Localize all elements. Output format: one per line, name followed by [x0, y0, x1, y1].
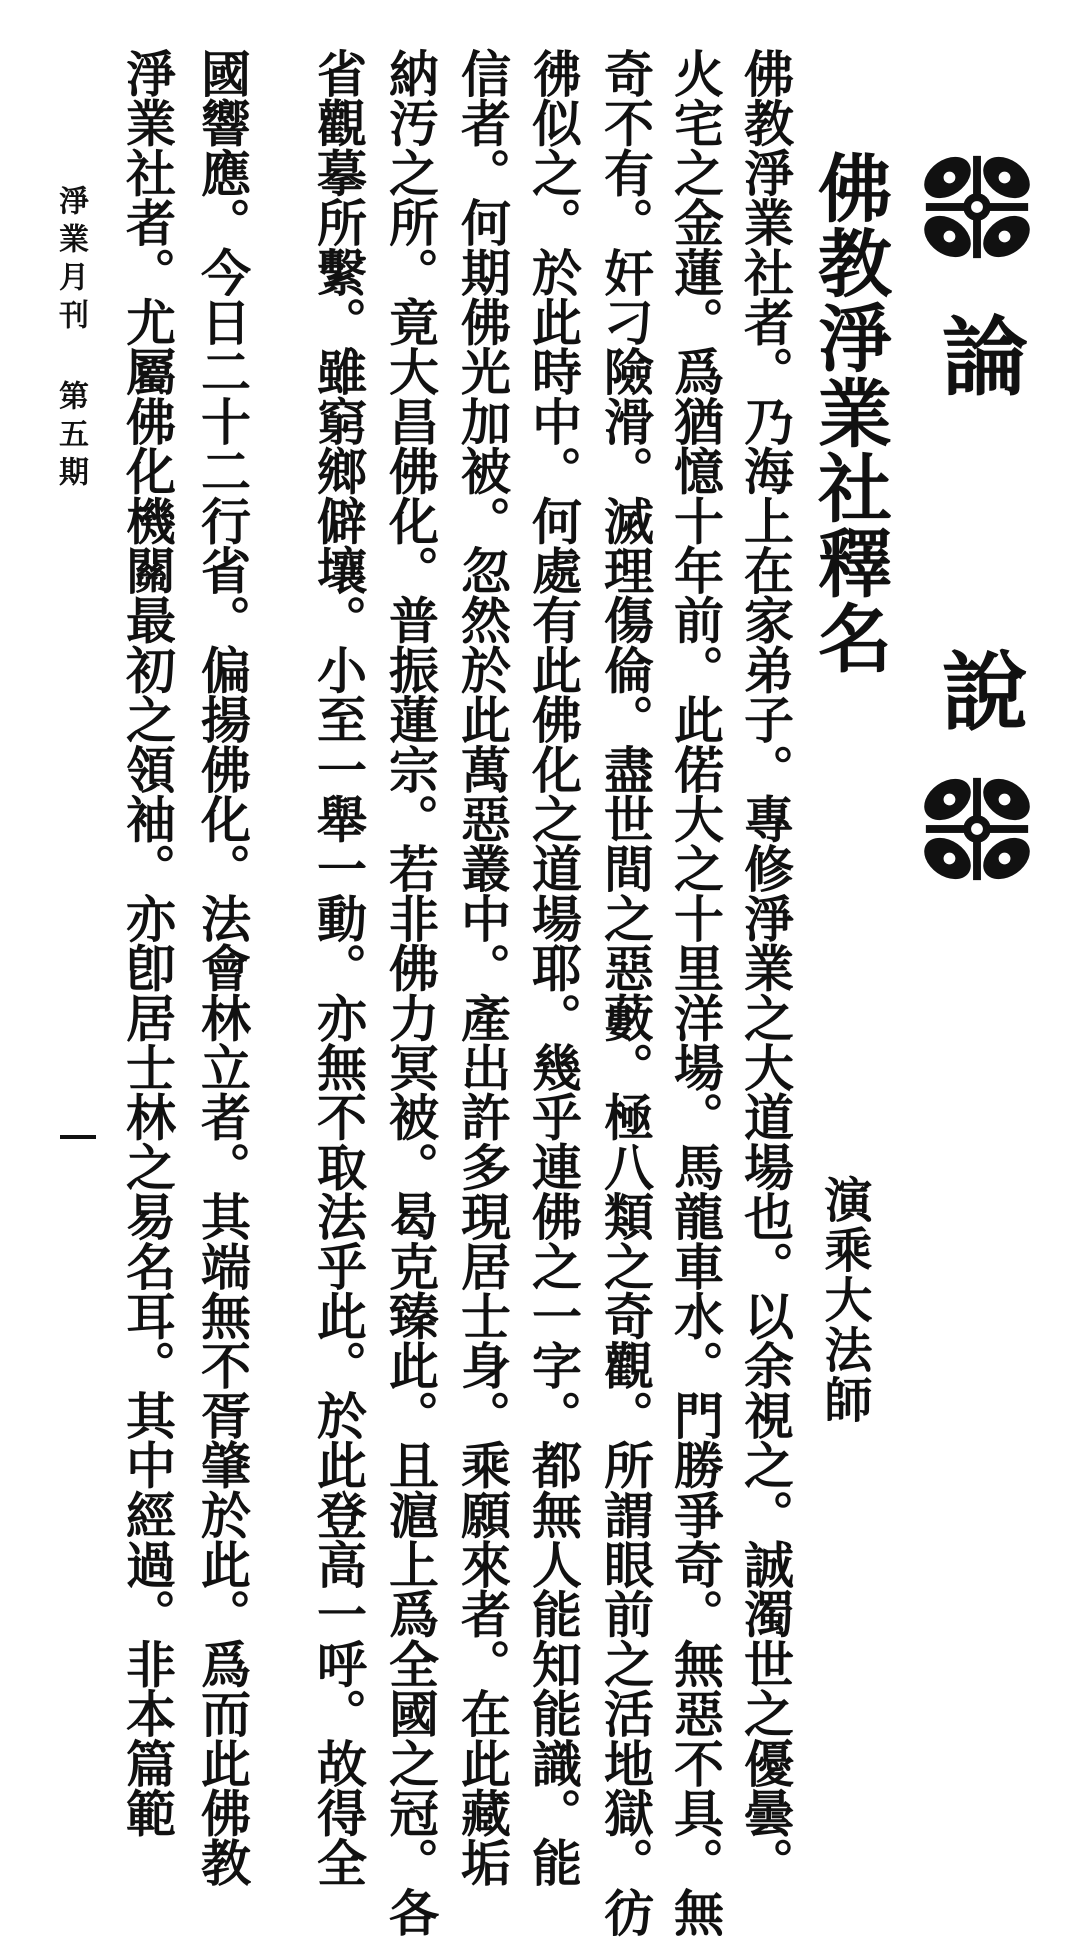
body-column: 佛教淨業社者。乃海上在家弟子。專修淨業之大道場也。以余視之。誠濁世之優曇。: [736, 48, 795, 1887]
page-number: [60, 1135, 96, 1139]
floral-ornament-icon: [918, 148, 1036, 266]
body-column: 奇不有。奸刁險滑。滅理傷倫。盡世間之惡藪。極八類之奇觀。所謂眼前之活地獄。彷: [596, 48, 655, 1937]
section-heading-char-2: 說: [942, 642, 1028, 743]
body-column: 淨業社者。尤屬佛化機關最初之領袖。亦卽居士林之易名耳。其中經過。非本篇範: [118, 48, 177, 1838]
floral-ornament-icon: [918, 770, 1036, 888]
article-title: 佛教淨業社釋名: [806, 150, 892, 675]
article-author: 演乘大法師: [816, 1175, 872, 1425]
body-column: 國響應。今日二十二行省。偏揚佛化。法會林立者。其端無不胥肇於此。爲而此佛教: [193, 48, 252, 1887]
body-column: 彿似之。於此時中。何處有此佛化之道場耶。幾乎連佛之一字。都無人能知能識。能: [524, 48, 583, 1887]
body-column: 納汚之所。竟大昌佛化。普振蓮宗。若非佛力冥被。曷克臻此。且滬上爲全國之冠。各: [381, 48, 440, 1937]
body-column: 火宅之金蓮。爲猶憶十年前。此偌大之十里洋場。馬龍車水。門勝爭奇。無惡不具。無: [666, 48, 725, 1937]
running-footer: 淨業月刊 第五期: [53, 185, 88, 494]
body-column: 信者。何期佛光加被。忽然於此萬惡叢中。產出許多現居士身。乘願來者。在此藏垢: [453, 48, 512, 1887]
body-column: 省觀摹所繫。雖窮鄉僻壤。小至一舉一動。亦無不取法乎此。於此登高一呼。故得全: [309, 48, 368, 1887]
section-heading-char-1: 論: [942, 307, 1028, 408]
